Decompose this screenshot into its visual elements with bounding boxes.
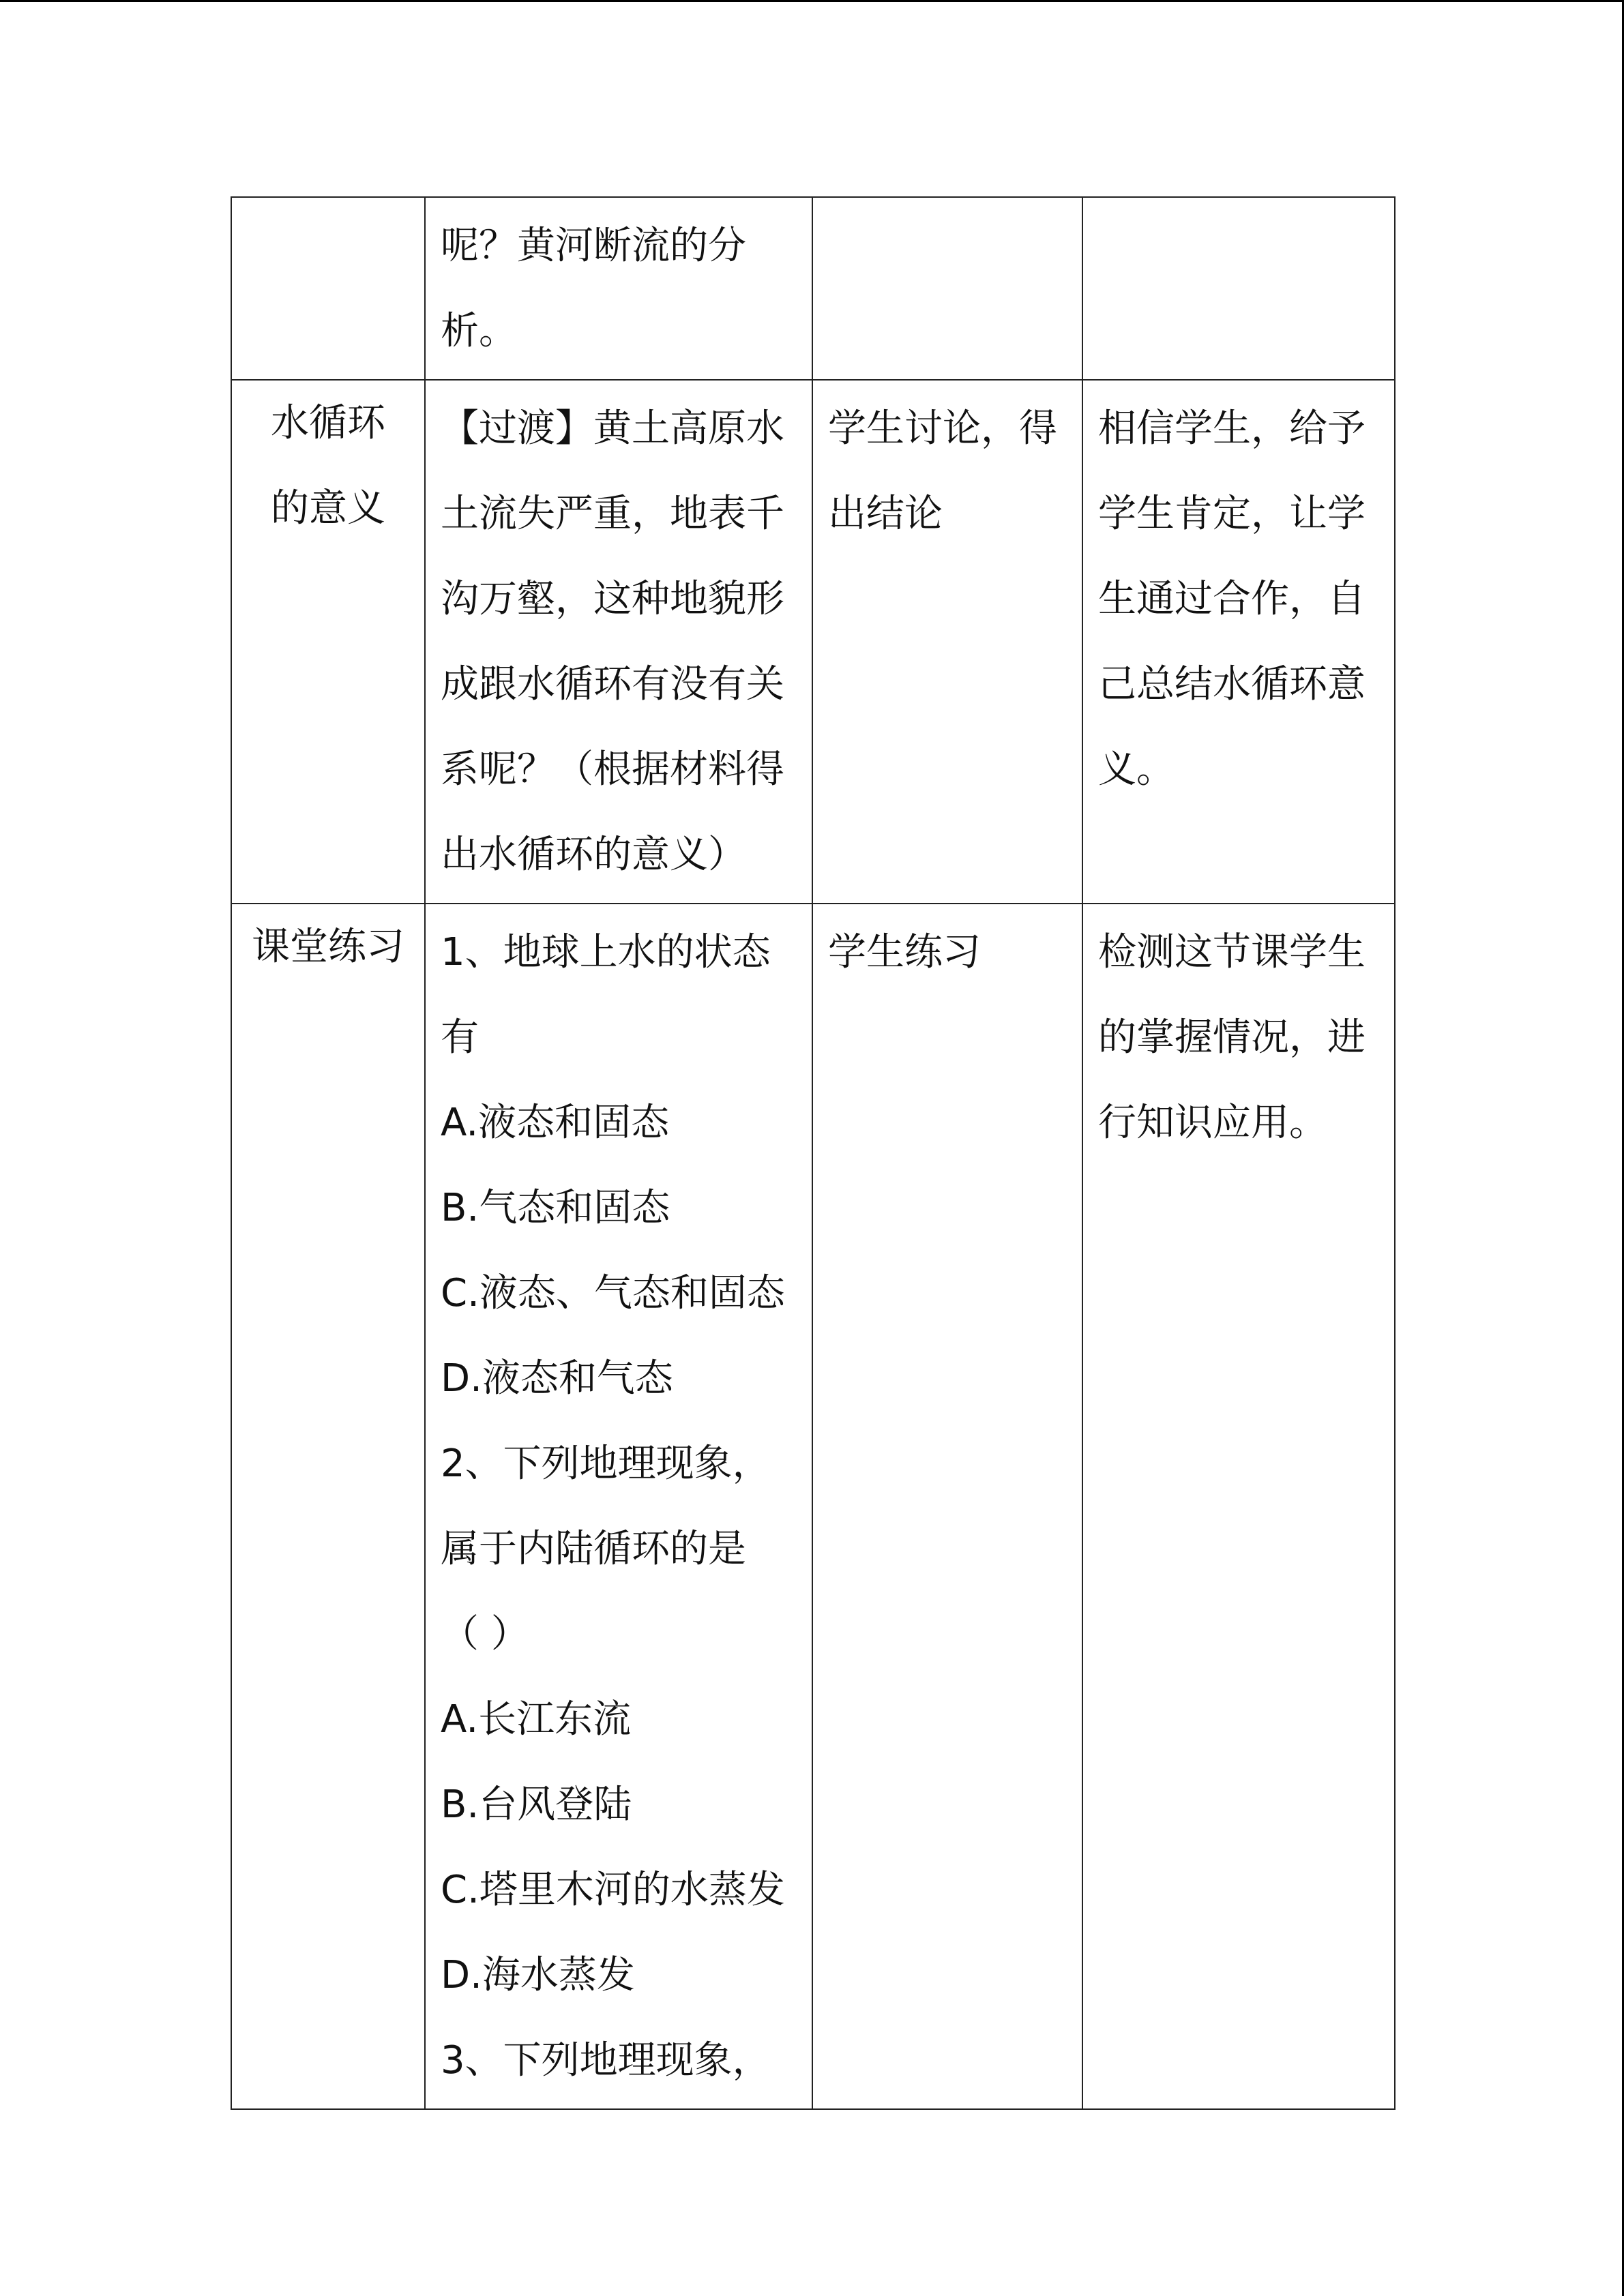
content-line: B.气态和固态 [441, 1186, 670, 1230]
content-line: 出水循环的意义） [441, 833, 746, 877]
content-cell [425, 904, 812, 2109]
content-line: C.液态、气态和固态 [441, 1271, 785, 1315]
content-line: A.液态和固态 [441, 1101, 670, 1145]
topic-cell [231, 380, 425, 904]
topic-cell [231, 197, 425, 380]
intent-line: 己总结水循环意 [1098, 662, 1365, 706]
table-row [231, 380, 1395, 904]
content-line: 属于内陆循环的是 [441, 1527, 746, 1571]
topic-line: 的意义 [271, 486, 385, 531]
content-cell [425, 197, 812, 380]
design-intent-cell [1082, 380, 1395, 904]
student-activity-cell [812, 380, 1082, 904]
design-intent-cell [1082, 904, 1395, 2109]
content-line: 3、下列地理现象， [441, 2038, 771, 2083]
intent-line: 行知识应用。 [1098, 1101, 1327, 1145]
content-cell [425, 380, 812, 904]
student-line: 出结论 [828, 492, 943, 536]
content-line: 有 [441, 1015, 479, 1060]
student-line: 学生讨论，得 [828, 406, 1057, 451]
intent-line: 生通过合作，自 [1098, 577, 1365, 621]
content-line: 2、下列地理现象， [441, 1442, 771, 1486]
page-border-top [0, 0, 1624, 2]
design-intent-cell [1082, 197, 1395, 380]
intent-line: 的掌握情况，进 [1098, 1015, 1365, 1060]
content-line: 沟万壑，这种地貌形 [441, 577, 784, 621]
content-line: C.塔里木河的水蒸发 [441, 1868, 785, 1912]
table-row [231, 197, 1395, 380]
content-line: 【过渡】黄土高原水 [441, 406, 784, 451]
content-line: 呢？黄河断流的分 [441, 224, 746, 268]
content-line: 土流失严重，地表千 [441, 492, 784, 536]
content-line: D.液态和气态 [441, 1356, 673, 1401]
topic-line: 水循环 [271, 401, 385, 445]
content-line: B.台风登陆 [441, 1783, 632, 1827]
topic-line: 课堂练习 [252, 925, 404, 969]
content-line: A.长江东流 [441, 1697, 632, 1742]
topic-cell [231, 904, 425, 2109]
intent-line: 检测这节课学生 [1098, 930, 1365, 974]
student-line: 学生练习 [828, 930, 981, 974]
content-line: D.海水蒸发 [441, 1953, 635, 1997]
table-row [231, 904, 1395, 2109]
content-line: 系呢？（根据材料得 [441, 747, 784, 792]
intent-line: 义。 [1098, 747, 1175, 792]
content-line: 成跟水循环有没有关 [441, 662, 784, 706]
lesson-plan-table [231, 196, 1396, 2110]
content-line: （ ） [441, 1612, 529, 1656]
intent-line: 学生肯定，让学 [1098, 492, 1365, 536]
content-line: 1、地球上水的状态 [441, 930, 771, 974]
intent-line: 相信学生，给予 [1098, 406, 1365, 451]
content-line: 析。 [441, 309, 517, 353]
student-activity-cell [812, 904, 1082, 2109]
student-activity-cell [812, 197, 1082, 380]
